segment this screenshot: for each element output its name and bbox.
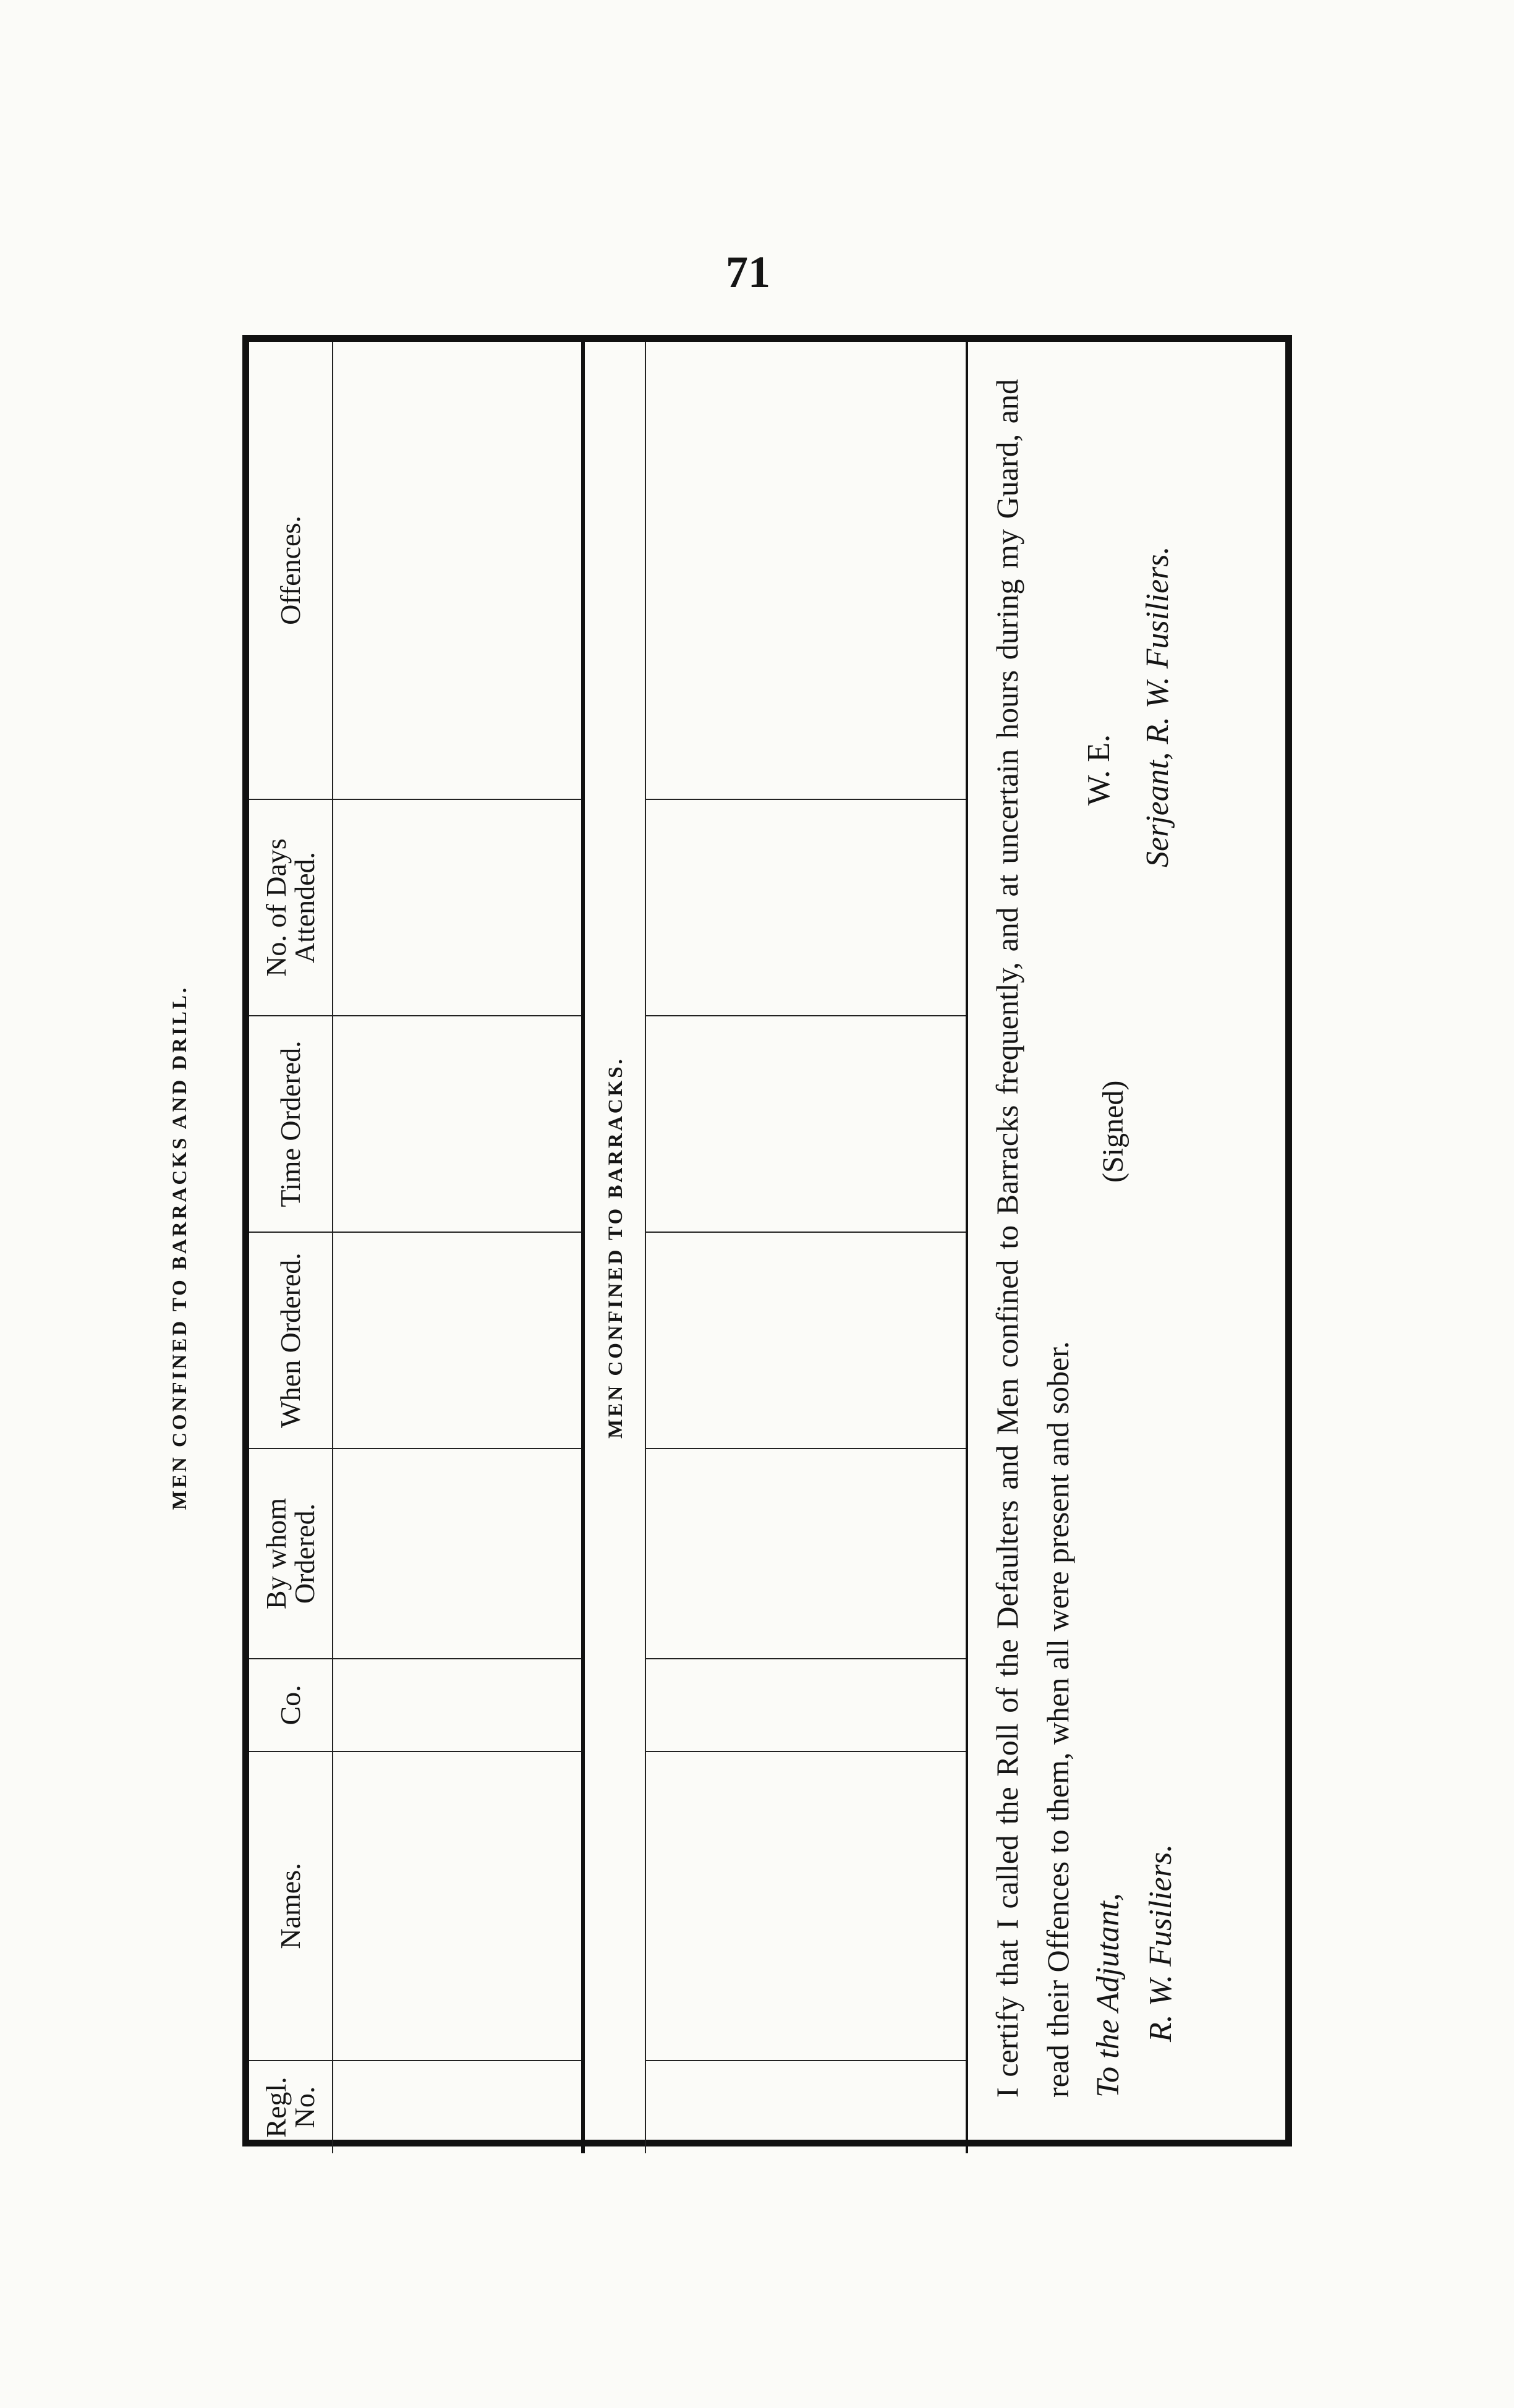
column-header-days-attended: No. of Days Attended. (249, 799, 333, 1016)
signer-title: Serjeant, R. W. Fusiliers. (1140, 546, 1175, 867)
blank-cell (645, 1751, 967, 2061)
blank-cell (645, 1016, 967, 1232)
blank-cell (645, 2061, 967, 2153)
page-number: 71 (726, 247, 770, 297)
blank-cell (645, 1449, 967, 1659)
column-header-regl-no: Regl. No. (249, 2061, 333, 2153)
blank-cell (333, 342, 583, 799)
table-row (333, 342, 583, 2153)
blank-cell (333, 1449, 583, 1659)
section-title-barracks: MEN CONFINED TO BARRACKS. (605, 1057, 627, 1439)
signed-label: (Signed) (1097, 1080, 1129, 1183)
blank-cell (333, 799, 583, 1016)
table-row (645, 342, 967, 2153)
blank-cell (333, 1659, 583, 1751)
blank-cell (333, 2061, 583, 2153)
blank-cell (645, 1659, 967, 1751)
column-header-when-ordered: When Ordered. (249, 1232, 333, 1449)
blank-cell (645, 799, 967, 1016)
column-header-names: Names. (249, 1751, 333, 2061)
addressee-line-2: R. W. Fusiliers. (1143, 1844, 1178, 2042)
column-header-by-whom-ordered: By whom Ordered. (249, 1449, 333, 1659)
blank-cell (333, 1751, 583, 2061)
blank-cell (333, 1232, 583, 1449)
form-frame (169, 335, 1292, 2146)
barracks-and-drill-table (249, 342, 585, 2153)
section-title-barracks-and-drill: MEN CONFINED TO BARRACKS AND DRILL. (169, 985, 191, 1510)
rotated-form-content (169, 342, 1299, 2153)
blank-cell (645, 342, 967, 799)
blank-cell (645, 1232, 967, 1449)
signer-initials: W. E. (1081, 734, 1116, 806)
addressee-line-1: To the Adjutant, (1091, 1893, 1126, 2098)
table-header-row (249, 342, 333, 2153)
column-header-offences: Offences. (249, 342, 333, 799)
blank-cell (333, 1016, 583, 1232)
barracks-table (645, 342, 968, 2153)
column-header-time-ordered: Time Ordered. (249, 1016, 333, 1232)
column-header-co: Co. (249, 1659, 333, 1751)
certification-statement: I certify that I called the Roll of the Defaulters and Men confined to Barracks frequently, and at uncertain hours during my Guard, and read their Offences to them, when all were present and sober. (990, 379, 1075, 2098)
